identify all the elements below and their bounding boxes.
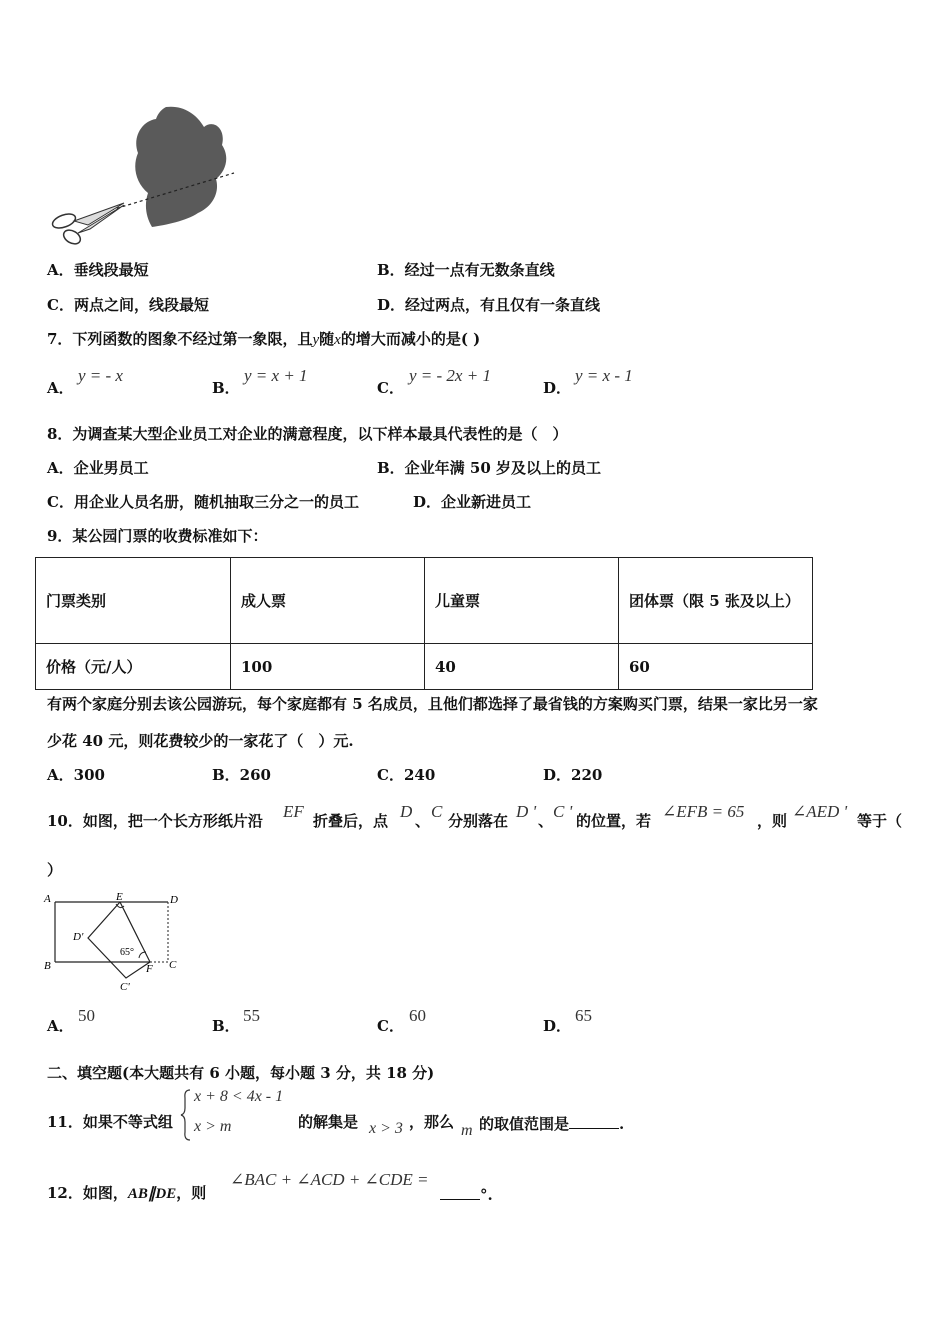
table-cell: 团体票（限 5 张及以上） — [619, 558, 813, 644]
q10-value-c: 60 — [409, 1006, 426, 1025]
q7-formula-d: y = x - 1 — [575, 366, 633, 385]
q11-inequality-1: x + 8 < 4x - 1 — [194, 1088, 284, 1105]
point-label-b: B — [44, 960, 51, 972]
table-cell: 门票类别 — [36, 558, 231, 644]
q11-stem-b: 的解集是 — [298, 1113, 359, 1131]
q7-stem: 7．下列函数的图象不经过第一象限，且y随x的增大而减小的是( ) — [47, 330, 481, 348]
leaf-scissors-figure — [48, 105, 238, 250]
table-cell: 价格（元/人） — [36, 644, 231, 690]
q11-var-m: m — [461, 1122, 473, 1139]
point-label-f: F — [146, 963, 153, 975]
q11-stem-d: 的取值范围是 . — [479, 1112, 624, 1134]
q10-label-b: B． — [212, 1017, 240, 1035]
table-row — [36, 558, 813, 644]
ticket-price-table — [35, 557, 813, 690]
q9-option-b: B．260 — [212, 766, 271, 784]
q7-formula-b: y = x + 1 — [244, 366, 308, 385]
section-heading: 二、填空题(本大题共有 6 小题，每小题 3 分，共 18 分) — [47, 1064, 435, 1082]
q12-expression: ∠BAC + ∠ACD + ∠CDE = — [230, 1170, 429, 1189]
q7-label-a: A． — [47, 379, 74, 397]
answer-blank[interactable] — [569, 1112, 619, 1129]
q8-option-a: A．企业男员工 — [47, 459, 149, 477]
q10-value-d: 65 — [575, 1006, 592, 1025]
q9-paragraph-2: 少花 40 元，则花费较少的一家花了（ ）元. — [47, 732, 354, 750]
q9-paragraph-1: 有两个家庭分别去该公园游玩，每个家庭都有 5 名成员，且他们都选择了最省钱的方案购买门票，结果一家比另一家 — [47, 695, 818, 713]
q8-option-b: B．企业年满 50 岁及以上的员工 — [377, 459, 601, 477]
point-label-d-prime: D' — [73, 931, 84, 943]
q8-option-c: C．用企业人员名册，随机抽取三分之一的员工 — [47, 493, 359, 511]
q7-label-d: D． — [543, 379, 572, 397]
point-label-e: E — [116, 891, 123, 903]
table-cell: 60 — [619, 644, 813, 690]
table-cell: 成人票 — [231, 558, 425, 644]
q11-stem-a: 11．如果不等式组 — [47, 1113, 173, 1131]
leaf-shape — [135, 107, 226, 227]
q6-option-d: D．经过两点，有且仅有一条直线 — [377, 296, 601, 314]
point-label-c: C — [169, 959, 177, 971]
q6-option-c: C．两点之间，线段最短 — [47, 296, 209, 314]
scissor-handle — [61, 227, 83, 246]
q10-label-d: D． — [543, 1017, 572, 1035]
q12-stem-b: °. — [440, 1183, 493, 1205]
table-cell: 100 — [231, 644, 425, 690]
q6-option-b: B．经过一点有无数条直线 — [377, 261, 555, 279]
answer-blank[interactable] — [440, 1183, 480, 1200]
folded-rectangle-figure — [40, 888, 190, 998]
q8-option-d: D．企业新进员工 — [413, 493, 532, 511]
q10-value-a: 50 — [78, 1006, 95, 1025]
q8-stem: 8．为调查某大型企业员工对企业的满意程度，以下样本最具代表性的是（ ） — [47, 425, 568, 443]
q7-formula-c: y = - 2x + 1 — [409, 366, 491, 385]
q9-stem: 9．某公园门票的收费标准如下： — [47, 527, 268, 545]
q7-label-b: B． — [212, 379, 240, 397]
angle-label: 65° — [120, 947, 134, 958]
q10-label-a: A． — [47, 1017, 74, 1035]
point-label-d: D — [170, 894, 178, 906]
q6-option-a: A．垂线段最短 — [47, 261, 149, 279]
q7-label-c: C． — [377, 379, 404, 397]
q11-solution: x > 3 — [369, 1120, 403, 1137]
q12-stem-a: 12．如图，AB∥DE，则 — [47, 1184, 207, 1202]
q9-option-d: D．220 — [543, 766, 603, 784]
q9-option-a: A．300 — [47, 766, 105, 784]
q11-stem-c: ，那么 — [409, 1113, 455, 1131]
table-row — [36, 644, 813, 690]
table-cell: 儿童票 — [425, 558, 619, 644]
brace-icon — [180, 1088, 192, 1142]
q7-formula-a: y = - x — [78, 366, 123, 385]
q10-value-b: 55 — [243, 1006, 260, 1025]
q10-label-c: C． — [377, 1017, 404, 1035]
q9-option-c: C．240 — [377, 766, 436, 784]
point-label-c-prime: C' — [120, 981, 130, 993]
q11-inequality-2: x > m — [194, 1118, 232, 1135]
point-label-a: A — [44, 893, 51, 905]
table-cell: 40 — [425, 644, 619, 690]
